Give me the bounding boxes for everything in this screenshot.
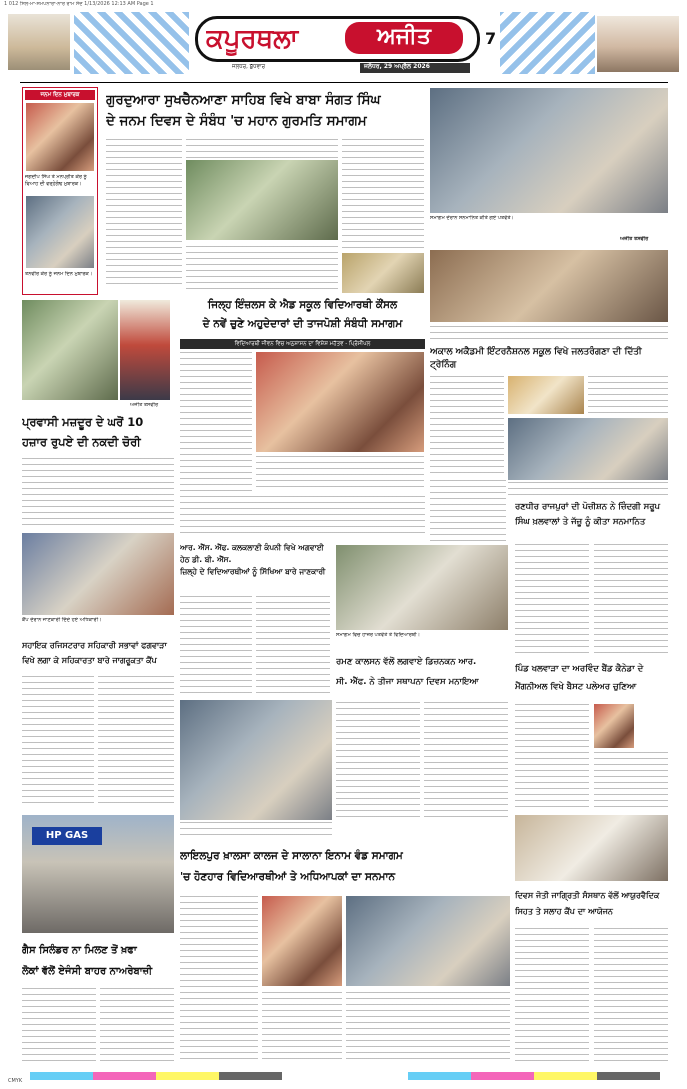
rcf-headline-line-1: ਰਮਣ ਕਾਲਸਨ ਵੱਲੋਂ ਲਗਵਾਏ ਡਿਜ਼ਨਕਨ ਆਰ. [336, 657, 477, 667]
academy-caption [508, 482, 668, 496]
health-headline-line-1: ਦਿਵਸ ਜੋਤੀ ਜਾਗ੍ਰਿਤੀ ਸੰਸਥਾਨ ਵੱਲੋਂ ਆਯੁਰਵੈਦਿਕ [515, 891, 660, 900]
camp-caption: ਕੈਂਪ ਦੌਰਾਨ ਜਾਣਕਾਰੀ ਦਿੰਦੇ ਹੋਏ ਅਧਿਕਾਰੀ। [22, 617, 102, 623]
rcf-photo [180, 700, 332, 820]
college-headline-line-1: ਲਾਇਲਪੁਰ ਖ਼ਾਲਸਾ ਕਾਲਜ ਦੇ ਸਾਲਾਨਾ ਇਨਾਮ ਵੰਡ ਸਮਾਗਮ [180, 850, 403, 862]
academy-body-col-1 [430, 376, 504, 476]
birthday-label: ਜਨਮ ਦਿਨ ਮੁਬਾਰਕ [25, 90, 95, 100]
mini-headline-line-2: ਮੈਂਗਨੀਅਲ ਵਿਖੇ ਬੈਸਟ ਪਲੇਅਰ ਚੁਣਿਆ [515, 682, 637, 692]
college-body-col-1 [180, 896, 258, 1064]
college-photo-2 [346, 896, 510, 986]
gurdwara-photo [186, 160, 338, 240]
couple-photo [26, 103, 94, 171]
officials-credit: ਅਜੀਤ ਤਸਵੀਰ [620, 236, 649, 242]
db-headline [180, 542, 330, 592]
mini-portrait [594, 704, 634, 748]
rajpur-headline-line-1: ਰਣਧੀਰ ਰਾਜਪੁਰਾਂ ਦੀ ਪੋਜ਼ੀਸ਼ਨ ਨੇ ਜ਼ਿੰਦਗੀ ਸਰੂਪ [515, 502, 661, 512]
db-body-col-2 [256, 596, 330, 696]
mini-headline [515, 660, 670, 700]
gurdwara-headline [106, 90, 424, 134]
gas-headline [22, 940, 178, 984]
mini-photo [515, 815, 668, 881]
college-body-col-3 [346, 992, 510, 1064]
college-headline-line-2: 'ਚ ਹੋਣਹਾਰ ਵਿਦਿਆਰਥੀਆਂ ਤੇ ਅਧਿਆਪਕਾਂ ਦਾ ਸਨਮਾਨ [180, 871, 396, 883]
hall-photo [336, 545, 508, 630]
gurdwara-body-col-4 [342, 139, 424, 249]
rcf-headline-line-2: ਸੀ. ਐੱਫ. ਨੇ ਤੀਜਾ ਸਥਾਪਨਾ ਦਿਵਸ ਮਨਾਇਆ [336, 677, 479, 687]
classroom-caption [430, 326, 668, 340]
gurdwara-headline-line-2: ਦੇ ਜਨਮ ਦਿਵਸ ਦੇ ਸੰਬੰਧ 'ਚ ਮਹਾਨ ਗੁਰਮਤਿ ਸਮਾਗਮ [106, 113, 367, 129]
gurdwara-body-col-2 [186, 139, 338, 159]
db-headline-line-1: ਆਰ. ਐੱਸ. ਐੱਫ. ਕਲਕਲਾਣੀ ਕੰਪਨੀ ਵਿਖੇ ਅਗਵਾਈ ਹੇਠ ਡੀ. ਬੀ. ਐੱਸ. [180, 543, 324, 564]
masthead-right-pattern [500, 12, 595, 74]
masthead [0, 10, 687, 80]
health-headline [515, 888, 670, 924]
theft-headline [22, 412, 174, 454]
masthead-rule [20, 82, 668, 83]
building-logo-image [597, 16, 679, 72]
gurdwara-logo-image [8, 14, 70, 70]
officials-caption: ਸਮਾਗਮ ਦੌਰਾਨ ਸਨਮਾਨਿਤ ਕੀਤੇ ਗਏ ਪਤਵੰਤੇ। [430, 215, 514, 221]
masthead-date: ਜਲੰਧਰ, 29 ਅਪ੍ਰੈਲ 2026 [360, 63, 470, 73]
gurdwara-headline-line-1: ਗੁਰਦੁਆਰਾ ਸੁਖਚੈਨਆਣਾ ਸਾਹਿਬ ਵਿਖੇ ਬਾਬਾ ਸੰਗਤ ਸਿੰਘ [106, 92, 381, 108]
footer-cmyk: CMYK [8, 1078, 23, 1084]
rajpur-body-col-2 [594, 544, 668, 654]
theft-headline-line-2: ਹਜ਼ਾਰ ਰੁਪਏ ਦੀ ਨਕਦੀ ਚੋਰੀ [22, 435, 141, 449]
hall-caption: ਸਮਾਗਮ ਵਿਚ ਹਾਜ਼ਰ ਪਤਵੰਤੇ ਤੇ ਵਿਦਿਆਰਥੀ। [336, 632, 420, 638]
officials-photo [430, 88, 668, 213]
academy-body-col-3 [430, 480, 506, 550]
council-subhead: ਵਿਦਿਆਰਥੀ ਜੀਵਨ ਵਿਚ ਅਨੁਸ਼ਾਸਨ ਦਾ ਵਿਸ਼ੇਸ਼ ਮਹੱਤਵ - ਪ੍ਰਿੰਸੀਪਲ [180, 339, 425, 349]
masthead-city: ਕਪੂਰਥਲਾ [206, 24, 299, 54]
gurdwara-photo-small [342, 253, 424, 293]
masthead-subline: ਜਲੰਧਰ, ਬੁੱਧਵਾਰ [232, 64, 266, 70]
gurdwara-body-col-3 [186, 246, 338, 291]
council-headline [180, 296, 425, 336]
council-photo [256, 352, 424, 452]
rajpur-headline [515, 500, 670, 542]
rcf-body-col-2 [424, 702, 508, 822]
color-bar [30, 1072, 660, 1080]
birthday-section [22, 87, 98, 295]
college-headline [180, 846, 510, 892]
theft-headline-line-1: ਪ੍ਰਵਾਸੀ ਮਜ਼ਦੂਰ ਦੇ ਘਰੋਂ 10 [22, 415, 144, 429]
camp-headline-line-1: ਸਹਾਇਕ ਰਜਿਸਟਰਾਰ ਸਹਿਕਾਰੀ ਸਭਾਵਾਂ ਫਗਵਾੜਾ [22, 641, 167, 650]
db-headline-line-2: ਜ਼ਿਲ੍ਹੇ ਦੇ ਵਿਦਿਆਰਥੀਆਂ ਨੂੰ ਸਿੱਖਿਆ ਬਾਰੇ ਜਾਣਕਾਰੀ [180, 567, 326, 576]
mini-body-col-2 [594, 752, 668, 812]
rcf-body-col-1 [336, 702, 420, 822]
gas-sign: HP GAS [32, 827, 102, 845]
camp-headline-line-2: ਵਿਖੇ ਲਗਾ ਕੇ ਸਹਿਕਾਰਤਾ ਬਾਰੇ ਜਾਗਰੂਕਤਾ ਕੈਂਪ [22, 656, 157, 665]
council-headline-line-1: ਜਿਲ੍ਹ ਇੰਜ਼ਲਸ ਕੇ ਐਡ ਸਕੂਲ ਵਿਦਿਆਰਥੀ ਕੌਂਸਲ [207, 299, 398, 311]
council-headline-line-2: ਦੇ ਨਵੇਂ ਚੁਣੇ ਅਹੁਦੇਦਾਰਾਂ ਦੀ ਤਾਜਪੋਸ਼ੀ ਸੰਬੰਧੀ ਸਮਾਗਮ [202, 318, 403, 330]
council-body-col-1 [180, 352, 252, 492]
classroom-photo [430, 250, 668, 322]
mini-body-col-1 [515, 704, 589, 812]
health-headline-line-2: ਸਿਹਤ ਤੇ ਸਲਾਹ ਕੈਂਪ ਦਾ ਆਯੋਜਨ [515, 907, 613, 916]
academy-photo-2 [508, 418, 668, 480]
girl-photo [26, 196, 94, 268]
academy-photo-1 [508, 376, 584, 414]
academy-headline: ਅਕਾਲ ਅਕੈਡਮੀ ਇੰਟਰਨੈਸ਼ਨਲ ਸਕੂਲ ਵਿਖੇ ਜਲਤਰੰਗਣਾ ਦੀ ਦਿੱਤੀ ਟ੍ਰੇਨਿੰਗ [430, 347, 642, 370]
masthead-paper: ਅਜੀਤ [345, 22, 463, 54]
page-number: 7 [485, 29, 497, 48]
health-body-col-2 [594, 928, 668, 1064]
rcf-headline [336, 652, 508, 698]
rcf-caption [180, 822, 332, 840]
gas-body-col-1 [22, 988, 96, 1066]
camp-body-col-2 [98, 676, 174, 808]
gurdwara-body-col-1 [106, 139, 182, 289]
gas-body-col-2 [100, 988, 174, 1066]
gas-headline-line-1: ਗੈਸ ਸਿਲੰਡਰ ਨਾ ਮਿਲਣ ਤੋਂ ਖ਼ਫਾ [22, 945, 137, 956]
gas-headline-line-2: ਲੋਕਾਂ ਵੱਲੋਂ ਏਜੰਸੀ ਬਾਹਰ ਨਾਅਰੇਬਾਜ਼ੀ [22, 966, 153, 977]
couple-caption: ਜਗਦੀਪ ਸਿੰਘ ਤੇ ਮਨਪ੍ਰੀਤ ਕੌਰ ਨੂੰ ਵਿਆਹ ਦੀ ਵਰ੍ਹੇਗੰਢ ਮੁਬਾਰਕ। [25, 174, 87, 187]
person-photo [120, 300, 170, 400]
theft-body [22, 458, 174, 528]
girl-caption: ਤਨਵੀਰ ਕੌਰ ਨੂੰ ਜਨਮ ਦਿਨ ਮੁਬਾਰਕ। [25, 271, 93, 277]
plant-credit: ਅਜੀਤ ਤਸਵੀਰ [130, 402, 159, 408]
camp-photo [22, 533, 174, 615]
printer-slug: 1 012 ਸਿਲ-ਮਾ-ਸਮਪਨਾਰਾ-ਨਾਰ ਰਾਮ ਸੰਦ 1/13/2026 12:13 AM Page 1 [4, 1, 154, 7]
gas-photo [22, 815, 174, 933]
plant-photo [22, 300, 118, 400]
college-photo [262, 896, 342, 986]
camp-headline [22, 638, 182, 672]
mini-headline-line-1: ਪਿੰਡ ਖਲਵਾੜਾ ਦਾ ਅਰਵਿੰਦ ਬੈਂਡ ਕੈਨੇਡਾ ਦੇ [515, 664, 644, 674]
camp-body-col-1 [22, 676, 94, 808]
health-body-col-1 [515, 928, 589, 1064]
masthead-left-pattern [74, 12, 189, 74]
rajpur-body-col-1 [515, 544, 589, 654]
college-body-col-2 [262, 992, 342, 1064]
council-body-col-3 [180, 496, 425, 536]
academy-body-col-2 [588, 376, 668, 416]
db-body-col-1 [180, 596, 252, 696]
rajpur-headline-line-2: ਸਿੰਘ ਖ਼ਲਵਾਲਾਂ ਤੇ ਜੱਜ਼ੂ ਨੂੰ ਕੀਤਾ ਸਨਮਾਨਿਤ [515, 517, 646, 527]
council-body-col-2 [256, 456, 424, 492]
